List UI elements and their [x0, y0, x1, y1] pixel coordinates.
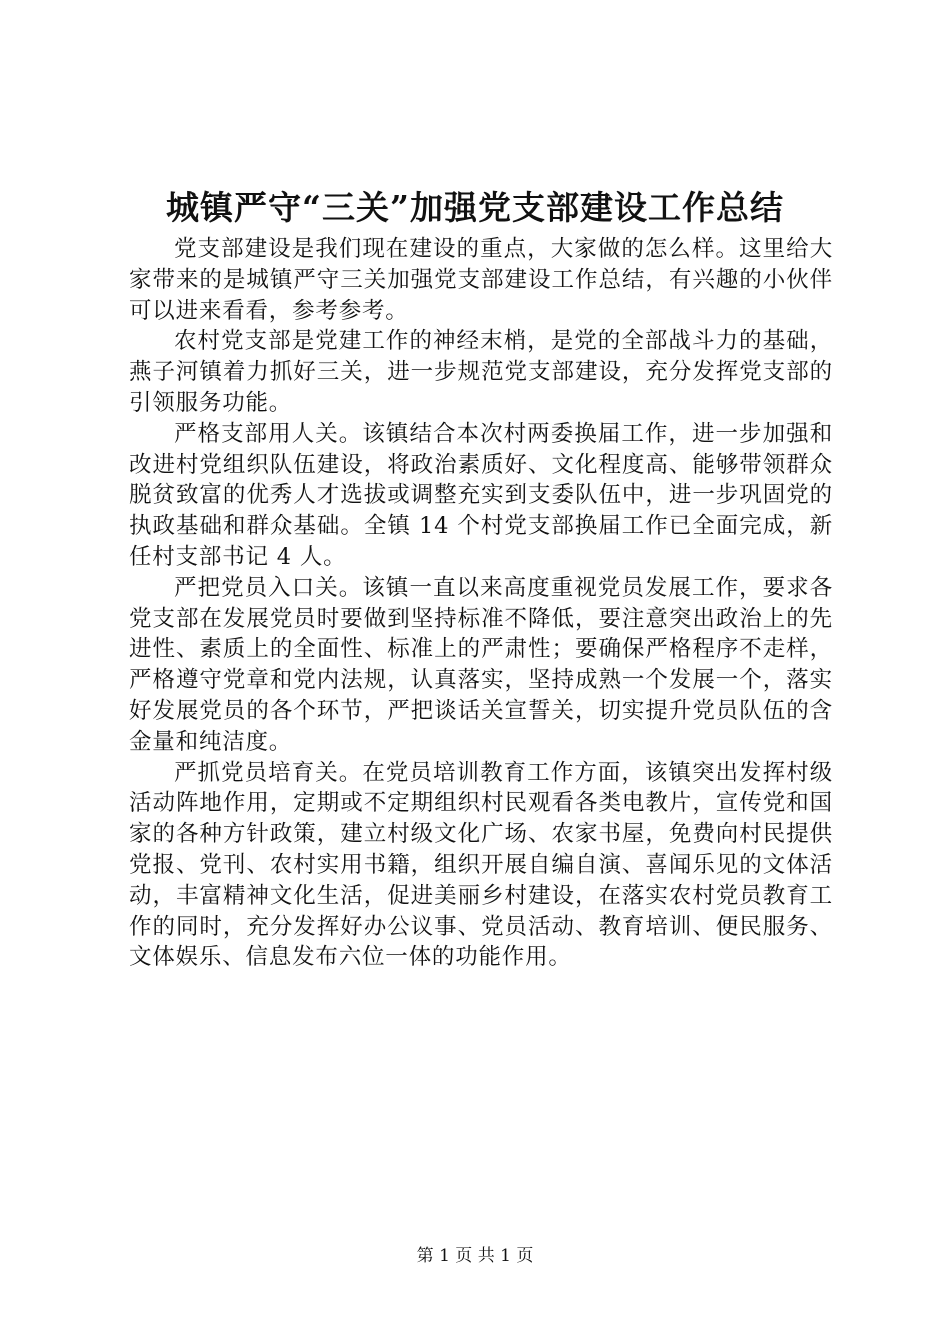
paragraph-overview: 农村党支部是党建工作的神经末梢，是党的全部战斗力的基础，燕子河镇着力抓好三关，进一步规范党支部建设，充分发挥党支部的引领服务功能。: [129, 328, 833, 416]
paragraph-training: 严抓党员培育关。在党员培训教育工作方面，该镇突出发挥村级活动阵地作用，定期或不定期组织村民观看各类电教片，宣传党和国家的各种方针政策，建立村级文化广场、农家书屋，免费向村民提供党报、党刊、农村实用书籍，组织开展自编自演、喜闻乐见的文体活动，丰富精神文化生活，促进美丽乡村建设，在落实农村党员教育工作的同时，充分发挥好办公议事、党员活动、教育培训、便民服务、文体娱乐、信息发布六位一体的功能作用。: [129, 759, 833, 971]
document-body: [129, 234, 833, 973]
paragraph-personnel: 严格支部用人关。该镇结合本次村两委换届工作，进一步加强和改进村党组织队伍建设，将政治素质好、文化程度高、能够带领群众脱贫致富的优秀人才选拔或调整充实到支委队伍中，进一步巩固党的执政基础和群众基础。全镇 14 个村党支部换届工作已全面完成，新任村支部书记 4 人。: [129, 420, 833, 570]
paragraph-recruitment: 严把党员入口关。该镇一直以来高度重视党员发展工作，要求各党支部在发展党员时要做到坚持标准不降低，要注意突出政治上的先进性、素质上的全面性、标准上的严肃性；要确保严格程序不走样，严格遵守党章和党内法规，认真落实，坚持成熟一个发展一个，落实好发展党员的各个环节，严把谈话关宣誓关，切实提升党员队伍的含金量和纯洁度。: [129, 574, 833, 755]
page-footer: 第 1 页 共 1 页: [416, 1246, 534, 1266]
paragraph-intro: 党支部建设是我们现在建设的重点，大家做的怎么样。这里给大家带来的是城镇严守三关加强党支部建设工作总结，有兴趣的小伙伴可以进来看看，参考参考。: [129, 236, 833, 324]
document-title: 城镇严守“三关”加强党支部建设工作总结: [166, 188, 784, 227]
